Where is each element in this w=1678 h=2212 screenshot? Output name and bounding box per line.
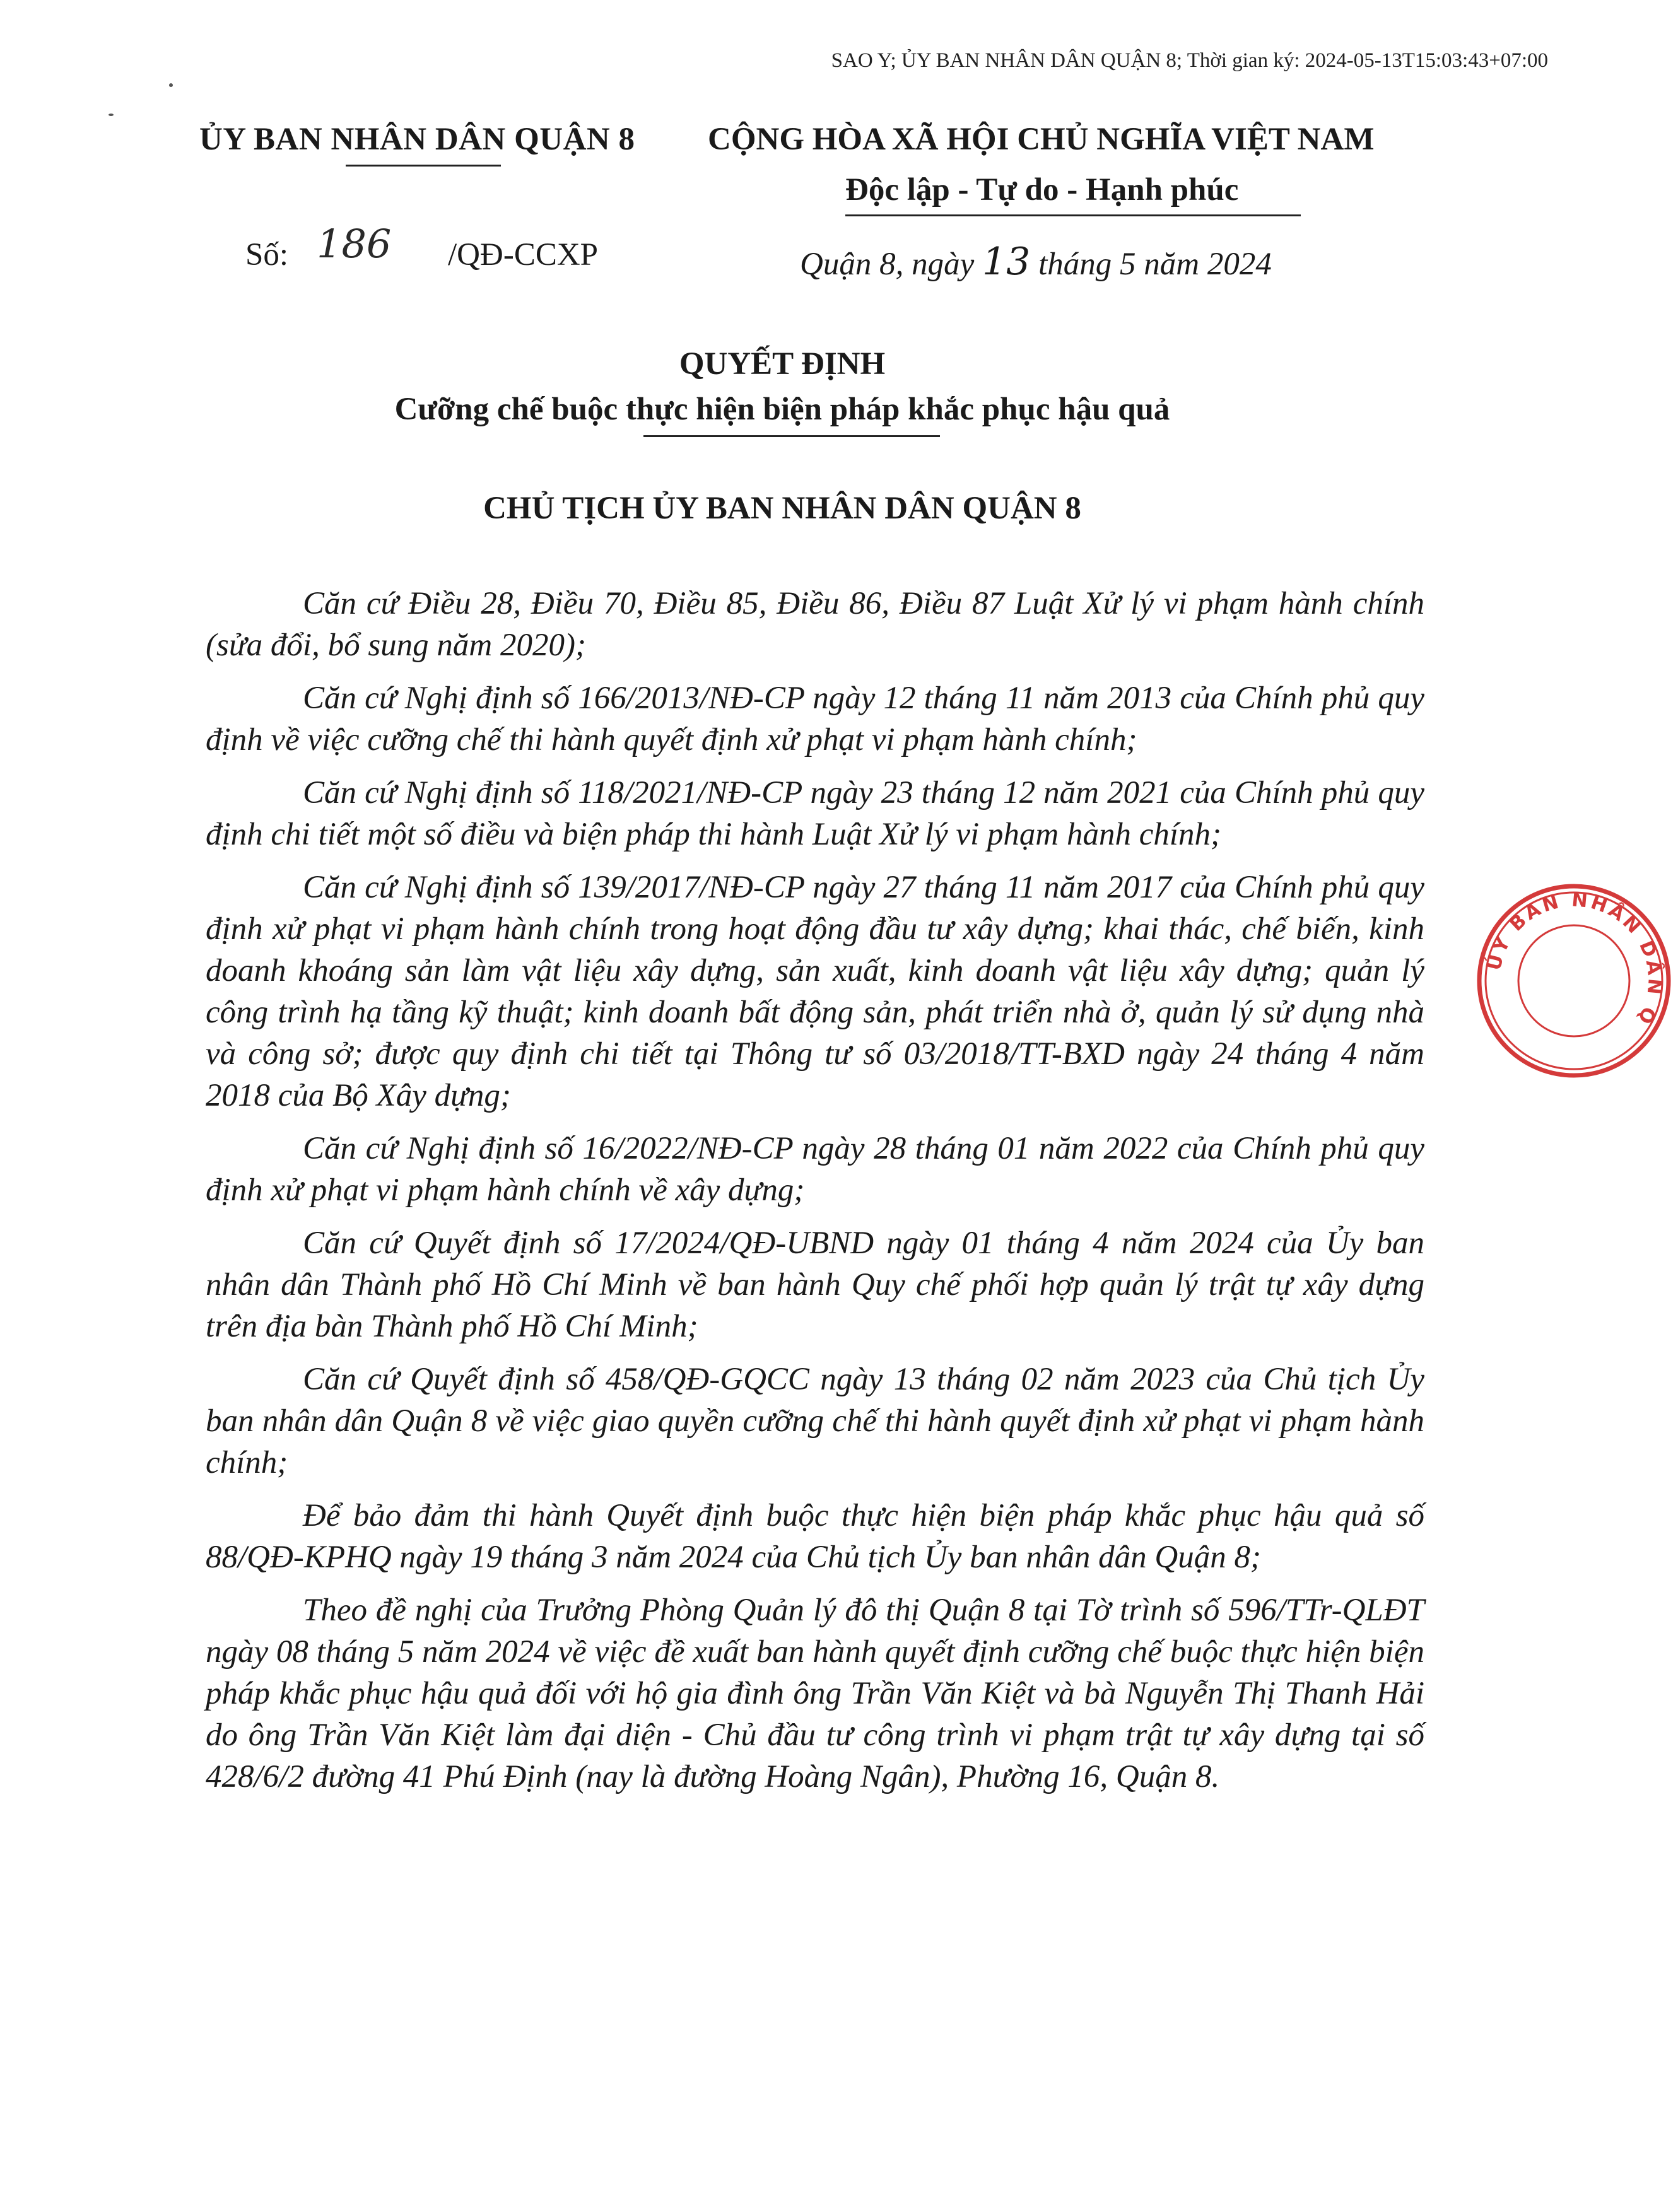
legal-basis-paragraph: Căn cứ Quyết định số 17/2024/QĐ-UBND ngày 01 tháng 4 năm 2024 của Ủy ban nhân dân Thành phố Hồ Chí Minh về ban hành Quy chế phối hợp quản lý trật tự xây dựng trên địa bàn Thành phố Hồ Chí Minh; [206,1226,1424,1344]
motto-underline [845,214,1301,216]
document-body [206,583,1424,1809]
legal-basis-paragraph: Căn cứ Nghị định số 139/2017/NĐ-CP ngày 27 tháng 11 năm 2017 của Chính phủ quy định xử phạt vi phạm hành chính trong hoạt động đầu tư xây dựng; khai thác, chế biến, kinh doanh khoáng sản làm vật liệu xây dựng, sản xuất, kinh doanh vật liệu xây dựng; quản lý công trình hạ tầng kỹ thuật; kinh doanh bất động sản, phát triển nhà ở, quản lý sử dụng nhà và công sở; được quy định chi tiết tại Thông tư số 03/2018/TT-BXD ngày 24 tháng 4 năm 2018 của Bộ Xây dựng; [206,870,1424,1113]
document-number-label: Số: [245,237,289,272]
legal-basis-paragraph: Căn cứ Nghị định số 16/2022/NĐ-CP ngày 28 tháng 01 năm 2022 của Chính phủ quy định xử phạt vi phạm hành chính về xây dựng; [206,1131,1424,1208]
national-motto: Độc lập - Tự do - Hạnh phúc [845,172,1239,208]
issuing-authority: CHỦ TỊCH ỦY BAN NHÂN DÂN QUẬN 8 [483,491,1081,526]
document-subject: Cưỡng chế buộc thực hiện biện pháp khắc phục hậu quả [394,392,1170,427]
legal-basis-paragraph: Căn cứ Điều 28, Điều 70, Điều 85, Điều 86, Điều 87 Luật Xử lý vi phạm hành chính (sửa đổi, bổ sung năm 2020); [206,586,1424,663]
digital-copy-stamp: SAO Y; ỦY BAN NHÂN DÂN QUẬN 8; Thời gian ký: 2024-05-13T15:03:43+07:00 [831,49,1548,72]
organization-underline [346,165,501,167]
date-suffix: tháng 5 năm 2024 [1030,247,1272,282]
legal-basis-paragraph: Theo đề nghị của Trưởng Phòng Quản lý đô thị Quận 8 tại Tờ trình số 596/TTr-QLĐT ngày 08 tháng 5 năm 2024 về việc đề xuất ban hành quyết định cưỡng chế buộc thực hiện biện pháp khắc phục hậu quả đối với hộ gia đình ông Trần Văn Kiệt và bà Nguyễn Thị Thanh Hải do ông Trần Văn Kiệt làm đại diện - Chủ đầu tư công trình vi phạm trật tự xây dựng tại số 428/6/2 đường 41 Phú Định (nay là đường Hoàng Ngân), Phường 16, Quận 8. [206,1593,1424,1794]
legal-basis-paragraph: Căn cứ Nghị định số 166/2013/NĐ-CP ngày 12 tháng 11 năm 2013 của Chính phủ quy định về việc cưỡng chế thi hành quyết định xử phạt vi phạm hành chính; [206,681,1424,758]
legal-basis-paragraph: Để bảo đảm thi hành Quyết định buộc thực hiện biện pháp khắc phục hậu quả số 88/QĐ-KPHQ ngày 19 tháng 3 năm 2024 của Chủ tịch Ủy ban nhân dân Quận 8; [206,1498,1424,1575]
place-and-date [800,240,1272,284]
issuing-organization: ỦY BAN NHÂN DÂN QUẬN 8 [199,122,635,157]
subject-underline [643,435,940,437]
scan-speck [169,83,173,87]
date-prefix: Quận 8, ngày [800,247,982,282]
scan-speck [109,114,114,116]
legal-basis-paragraph: Căn cứ Quyết định số 458/QĐ-GQCC ngày 13 tháng 02 năm 2023 của Chủ tịch Ủy ban nhân dân Quận 8 về việc giao quyền cưỡng chế thi hành quyết định xử phạt vi phạm hành chính; [206,1362,1424,1480]
document-number-handwritten: 186 [317,221,392,267]
national-title: CỘNG HÒA XÃ HỘI CHỦ NGHĨA VIỆT NAM [708,122,1375,157]
seal-text: ỦY BAN NHÂN DÂN Q [1482,889,1666,1030]
document-type-title: QUYẾT ĐỊNH [679,346,886,382]
document-number-code: /QĐ-CCXP [448,237,599,272]
official-seal-icon [1470,877,1678,1085]
legal-basis-paragraph: Căn cứ Nghị định số 118/2021/NĐ-CP ngày 23 tháng 12 năm 2021 của Chính phủ quy định chi tiết một số điều và biện pháp thi hành Luật Xử lý vi phạm hành chính; [206,775,1424,852]
date-day-handwritten: 13 [982,240,1031,284]
